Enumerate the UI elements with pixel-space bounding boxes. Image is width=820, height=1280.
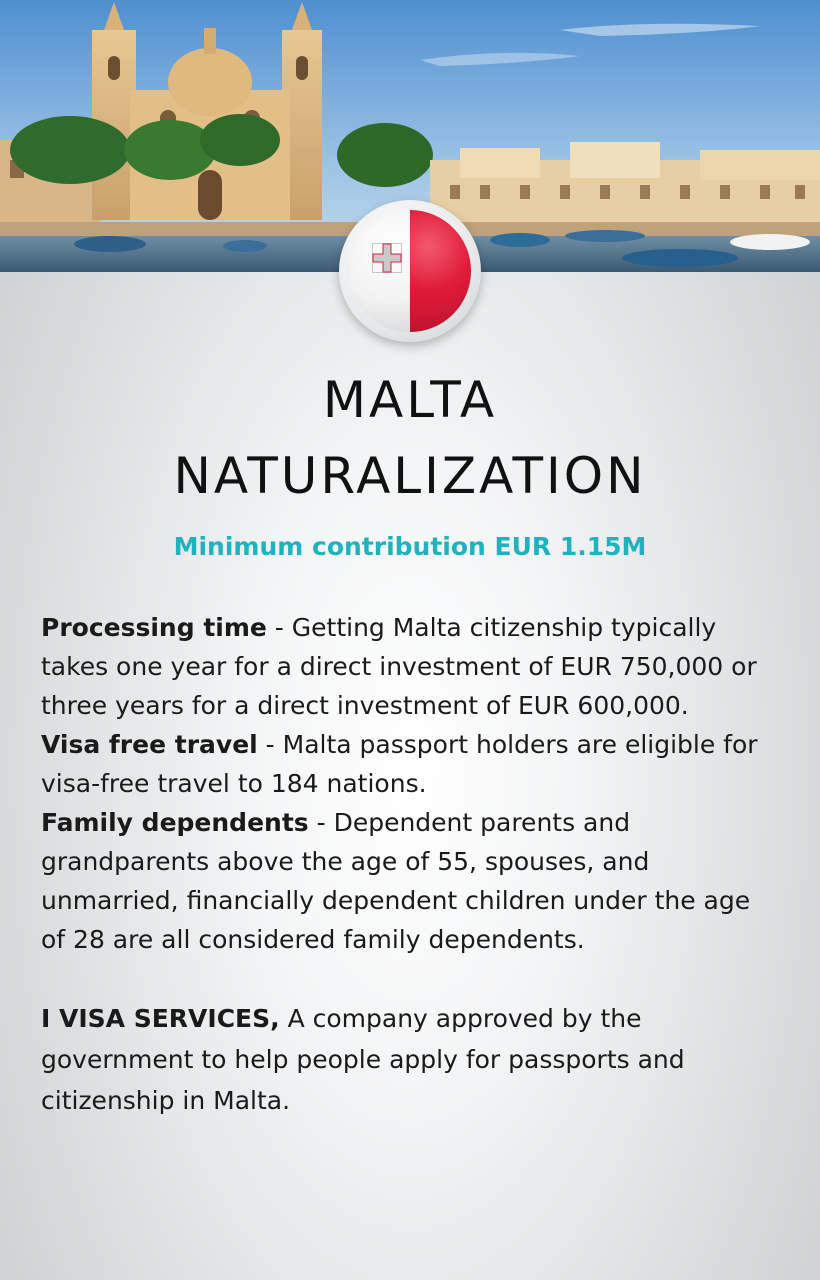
company-name: I VISA SERVICES, (41, 1004, 280, 1033)
section-text: - Getting Malta citizenship typically takes one year for a direct investment of EUR 750,000 or three years for a direct investment of EUR 600,000. (41, 613, 757, 720)
section-text: - Malta passport holders are eligible for visa-free travel to 184 nations. (41, 730, 758, 798)
george-cross-icon (372, 243, 402, 273)
company-text: A company approved by the government to help people apply for passports and citizenship in Malta. (41, 1004, 685, 1115)
page-title-line2: NATURALIZATION (173, 447, 647, 505)
malta-flag-icon (339, 200, 481, 342)
section-label: Family dependents (41, 808, 309, 837)
minimum-contribution: Minimum contribution EUR 1.15M (173, 532, 647, 561)
section-family-dependents (41, 803, 781, 959)
section-label: Processing time (41, 613, 267, 642)
section-label: Visa free travel (41, 730, 258, 759)
section-text: - Dependent parents and grandparents above the age of 55, spouses, and unmarried, financially dependent children under the age of 28 are all considered family dependents. (41, 808, 751, 954)
company-statement (41, 998, 781, 1121)
section-processing-time (41, 608, 781, 725)
content-body (41, 608, 781, 1121)
section-visa-free-travel (41, 725, 781, 803)
page-title-line1: MALTA (322, 371, 498, 429)
